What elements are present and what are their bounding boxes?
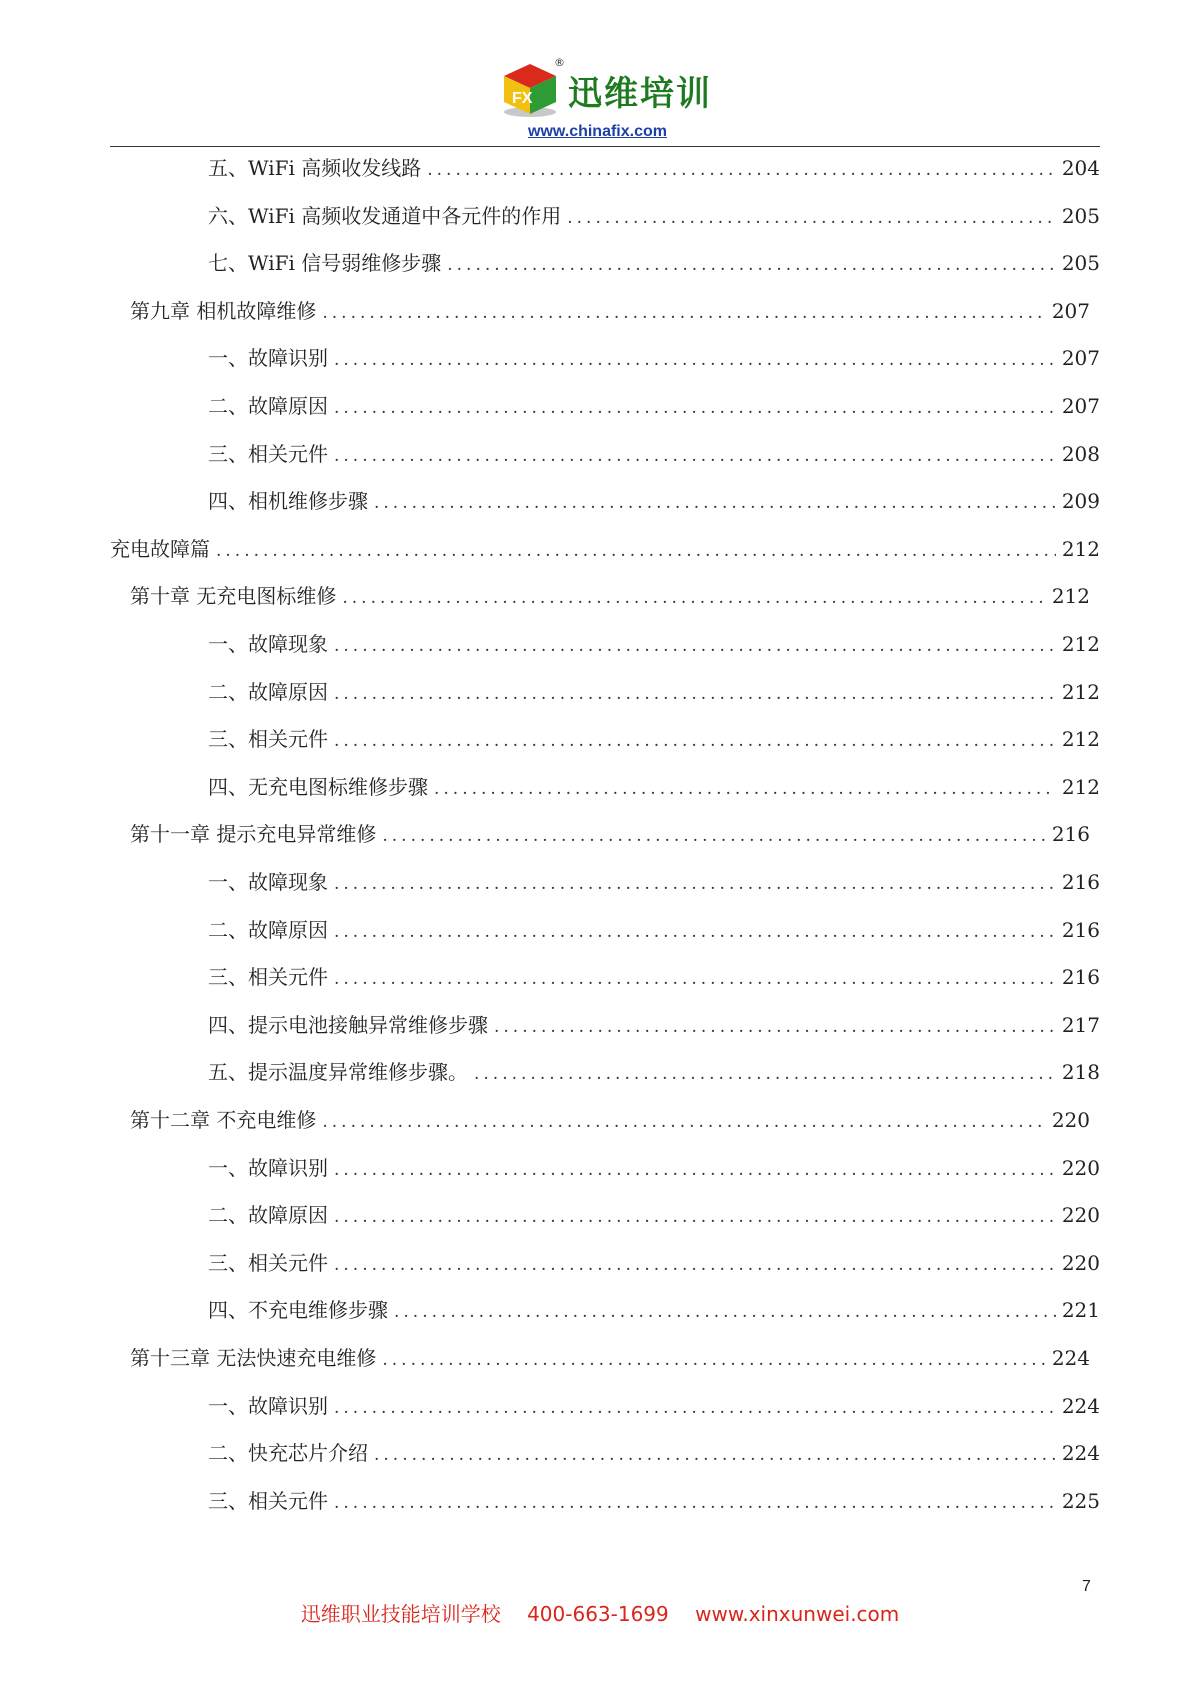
toc-entry-title: 三、相关元件: [208, 1488, 328, 1513]
toc-chapter-entry[interactable]: [130, 1343, 1090, 1373]
header-divider: [110, 146, 1100, 147]
toc-entry-page: 224: [1051, 1346, 1090, 1370]
toc-entry-page: 212: [1061, 536, 1100, 561]
toc-dot-leader: [334, 917, 1056, 947]
toc-entry-page: 209: [1061, 489, 1100, 514]
toc-entry-title: 一、故障现象: [208, 870, 328, 894]
toc-section-entry[interactable]: [208, 343, 1100, 373]
toc-entry-title: 七、WiFi 信号弱维修步骤: [208, 251, 442, 276]
toc-entry-title: 第十一章 提示充电异常维修: [130, 822, 377, 847]
toc-entry-page: 225: [1061, 1488, 1100, 1513]
toc-dot-leader: [334, 1155, 1056, 1185]
toc-entry-title: 充电故障篇: [110, 536, 210, 561]
toc-dot-leader: [374, 1440, 1056, 1470]
toc-section-entry[interactable]: [208, 1200, 1100, 1230]
brand-logo: [500, 55, 712, 120]
toc-dot-leader: [334, 1393, 1056, 1423]
toc-section-entry[interactable]: [208, 867, 1100, 897]
toc-dot-leader: [334, 869, 1056, 899]
toc-dot-leader: [216, 536, 1056, 566]
toc-entry-title: 六、WiFi 高频收发通道中各元件的作用: [208, 203, 562, 228]
toc-entry-title: 第十章 无充电图标维修: [130, 584, 337, 609]
toc-section-entry[interactable]: [208, 248, 1100, 278]
toc-entry-title: 一、故障识别: [208, 1155, 328, 1180]
toc-section-entry[interactable]: [208, 1486, 1100, 1516]
toc-entry-page: 216: [1051, 822, 1090, 847]
toc-section-entry[interactable]: [208, 201, 1100, 231]
toc-entry-title: 二、快充芯片介绍: [208, 1441, 368, 1466]
toc-section-entry[interactable]: [208, 1295, 1100, 1325]
toc-entry-page: 218: [1061, 1060, 1100, 1085]
footer-website[interactable]: www.xinxunwei.com: [695, 1602, 900, 1626]
toc-section-entry[interactable]: [208, 1248, 1100, 1278]
logo-text: 迅维培训: [568, 73, 712, 114]
toc-entry-page: 212: [1061, 632, 1100, 656]
cube-logo-icon: [500, 60, 564, 120]
toc-entry-title: 一、故障识别: [208, 346, 328, 371]
toc-dot-leader: [322, 1107, 1045, 1137]
toc-entry-title: 二、故障原因: [208, 1203, 328, 1228]
toc-dot-leader: [427, 155, 1056, 185]
toc-entry-page: 212: [1051, 584, 1090, 609]
toc-entry-page: 208: [1061, 441, 1100, 466]
toc-dot-leader: [494, 1012, 1056, 1042]
toc-dot-leader: [394, 1297, 1056, 1327]
toc-entry-page: 220: [1061, 1155, 1100, 1180]
toc-dot-leader: [322, 298, 1045, 328]
toc-part-entry[interactable]: [110, 534, 1100, 564]
toc-entry-title: 三、相关元件: [208, 1250, 328, 1275]
toc-section-entry[interactable]: [208, 1391, 1100, 1421]
toc-dot-leader: [474, 1059, 1056, 1089]
toc-entry-page: 205: [1061, 203, 1100, 228]
toc-section-entry[interactable]: [208, 677, 1100, 707]
toc-entry-title: 第十二章 不充电维修: [130, 1108, 317, 1132]
footer-phone: 400-663-1699: [527, 1602, 669, 1626]
toc-section-entry[interactable]: [208, 439, 1100, 469]
toc-section-entry[interactable]: [208, 391, 1100, 421]
toc-entry-page: 220: [1061, 1250, 1100, 1275]
page-header: [0, 0, 1200, 150]
toc-dot-leader: [334, 726, 1056, 756]
toc-entry-title: 一、故障现象: [208, 632, 328, 656]
toc-section-entry[interactable]: [208, 915, 1100, 945]
toc-dot-leader: [374, 488, 1056, 518]
toc-section-entry[interactable]: [208, 962, 1100, 992]
toc-dot-leader: [434, 774, 1056, 804]
toc-entry-title: 二、故障原因: [208, 679, 328, 704]
toc-entry-page: 212: [1061, 774, 1100, 799]
toc-entry-page: 221: [1061, 1298, 1100, 1323]
toc-entry-title: 一、故障识别: [208, 1393, 328, 1418]
toc-entry-title: 二、故障原因: [208, 394, 328, 418]
toc-entry-title: 第九章 相机故障维修: [130, 298, 317, 323]
toc-section-entry[interactable]: [208, 772, 1100, 802]
toc-section-entry[interactable]: [208, 1057, 1100, 1087]
toc-chapter-entry[interactable]: [130, 581, 1090, 611]
logo-letters: FX: [512, 90, 533, 107]
toc-entry-page: 207: [1051, 298, 1090, 323]
header-url-link[interactable]: www.chinafix.com: [528, 123, 667, 140]
toc-section-entry[interactable]: [208, 1438, 1100, 1468]
toc-entry-page: 207: [1061, 346, 1100, 371]
toc-entry-page: 220: [1061, 1203, 1100, 1228]
toc-dot-leader: [334, 1202, 1056, 1232]
toc-entry-page: 217: [1061, 1012, 1100, 1037]
toc-section-entry[interactable]: [208, 724, 1100, 754]
toc-entry-page: 224: [1061, 1441, 1100, 1466]
toc-entry-page: 212: [1061, 679, 1100, 704]
toc-dot-leader: [334, 1488, 1056, 1518]
toc-dot-leader: [382, 821, 1045, 851]
toc-section-entry[interactable]: [208, 1010, 1100, 1040]
footer-school-name: 迅维职业技能培训学校: [300, 1602, 501, 1626]
toc-dot-leader: [334, 441, 1056, 471]
toc-section-entry[interactable]: [208, 629, 1100, 659]
toc-dot-leader: [334, 631, 1056, 661]
toc-entry-title: 三、相关元件: [208, 441, 328, 466]
toc-entry-page: 207: [1061, 394, 1100, 418]
toc-section-entry[interactable]: [208, 153, 1100, 183]
toc-entry-title: 五、提示温度异常维修步骤。: [208, 1060, 468, 1085]
toc-chapter-entry[interactable]: [130, 296, 1090, 326]
toc-entry-title: 三、相关元件: [208, 965, 328, 990]
toc-dot-leader: [447, 250, 1056, 280]
logo-title: [554, 55, 712, 115]
toc-entry-page: 205: [1061, 251, 1100, 276]
page-footer: [0, 1598, 1200, 1627]
toc-dot-leader: [567, 203, 1056, 233]
toc-section-entry[interactable]: [208, 486, 1100, 516]
toc-dot-leader: [334, 679, 1056, 709]
toc-dot-leader: [334, 345, 1056, 375]
toc-entry-title: 四、相机维修步骤: [208, 489, 368, 514]
toc-entry-page: 220: [1051, 1108, 1090, 1132]
page-number: 7: [1082, 1578, 1091, 1595]
toc-entry-title: 四、提示电池接触异常维修步骤: [208, 1012, 488, 1037]
toc-entry-page: 216: [1061, 870, 1100, 894]
toc-entry-title: 二、故障原因: [208, 917, 328, 942]
toc-entry-page: 216: [1061, 917, 1100, 942]
toc-entry-title: 四、无充电图标维修步骤: [208, 774, 428, 799]
toc-entry-page: 216: [1061, 965, 1100, 990]
toc-dot-leader: [382, 1345, 1045, 1375]
toc-section-entry[interactable]: [208, 1153, 1100, 1183]
toc-entry-page: 204: [1061, 156, 1100, 180]
toc-entry-page: 224: [1061, 1393, 1100, 1418]
toc-entry-title: 三、相关元件: [208, 727, 328, 752]
toc-entry-title: 第十三章 无法快速充电维修: [130, 1346, 377, 1370]
toc-dot-leader: [334, 1250, 1056, 1280]
toc-entry-page: 212: [1061, 727, 1100, 752]
toc-dot-leader: [334, 964, 1056, 994]
toc-chapter-entry[interactable]: [130, 819, 1090, 849]
toc-chapter-entry[interactable]: [130, 1105, 1090, 1135]
registered-mark: ®: [554, 55, 567, 69]
toc-dot-leader: [342, 583, 1045, 613]
toc-entry-title: 五、WiFi 高频收发线路: [208, 156, 422, 180]
toc-dot-leader: [334, 393, 1056, 423]
toc-entry-title: 四、不充电维修步骤: [208, 1298, 388, 1323]
